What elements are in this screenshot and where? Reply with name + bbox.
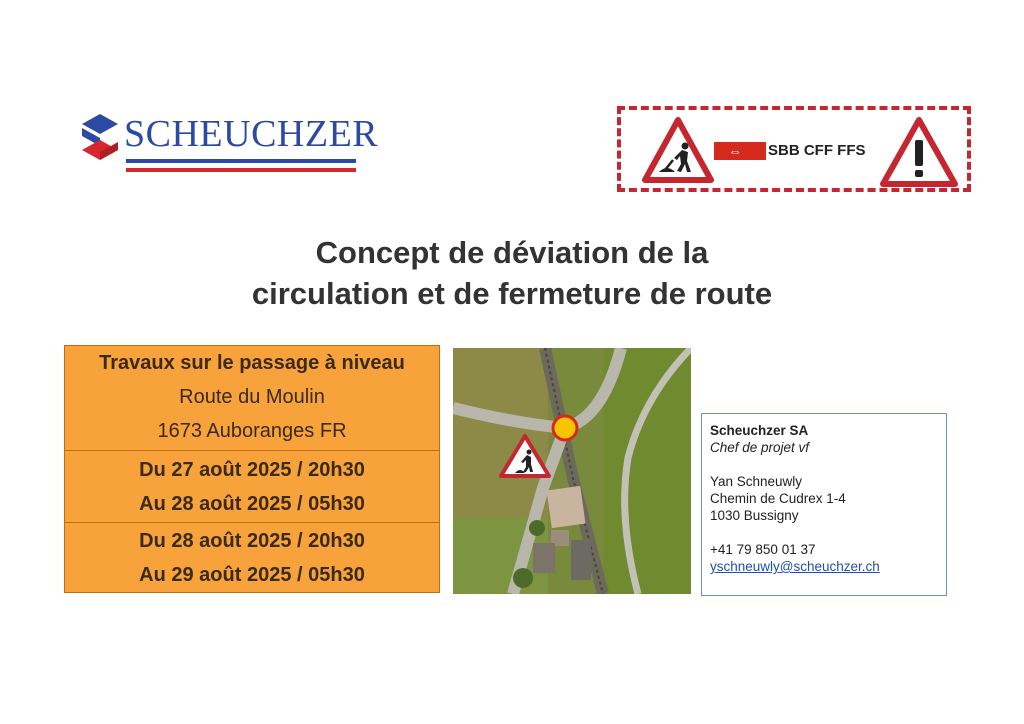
contact-role: Chef de projet vf [710,440,810,455]
scheuchzer-s-logo-icon [78,112,118,168]
logo-blue-line [126,159,356,163]
period-2-end: Au 29 août 2025 / 05h30 [139,564,365,586]
page-title [100,232,924,314]
works-info-box [64,345,440,593]
company-logo [78,112,379,178]
contact-company: Scheuchzer SA [710,423,809,438]
aerial-photo [453,348,691,594]
contact-email-link[interactable]: yschneuwly@scheuchzer.ch [710,559,880,574]
sbb-works-banner [617,106,971,192]
period-1-start: Du 27 août 2025 / 20h30 [139,459,365,481]
period-1-end: Au 28 août 2025 / 05h30 [139,493,365,515]
works-period-1 [65,451,439,523]
aerial-map-image [453,348,691,594]
contact-name: Yan Schneuwly [710,474,803,489]
sbb-arrow-icon: ⇔ [728,143,742,159]
warning-sign-icon [879,116,959,188]
logo-red-line [126,168,356,172]
logo-wordmark: SCHEUCHZER [124,113,379,155]
contact-address-line-2: 1030 Bussigny [710,508,799,523]
road-works-sign-icon [641,116,715,184]
works-street: Route du Moulin [179,386,325,408]
contact-phone: +41 79 850 01 37 [710,542,816,557]
title-line-1: Concept de déviation de la [315,235,709,270]
works-locality: 1673 Auboranges FR [157,420,347,442]
title-line-2: circulation et de fermeture de route [251,276,773,311]
contact-spacer-2 [710,524,946,541]
contact-card [701,413,947,596]
works-heading: Travaux sur le passage à niveau [99,352,405,374]
contact-address-line-1: Chemin de Cudrex 1-4 [710,491,846,506]
works-location-section [65,346,439,451]
contact-spacer [710,456,946,473]
period-2-start: Du 28 août 2025 / 20h30 [139,530,365,552]
sbb-badge [714,142,766,160]
works-period-2 [65,523,439,592]
sbb-label: SBB CFF FFS [768,142,866,159]
